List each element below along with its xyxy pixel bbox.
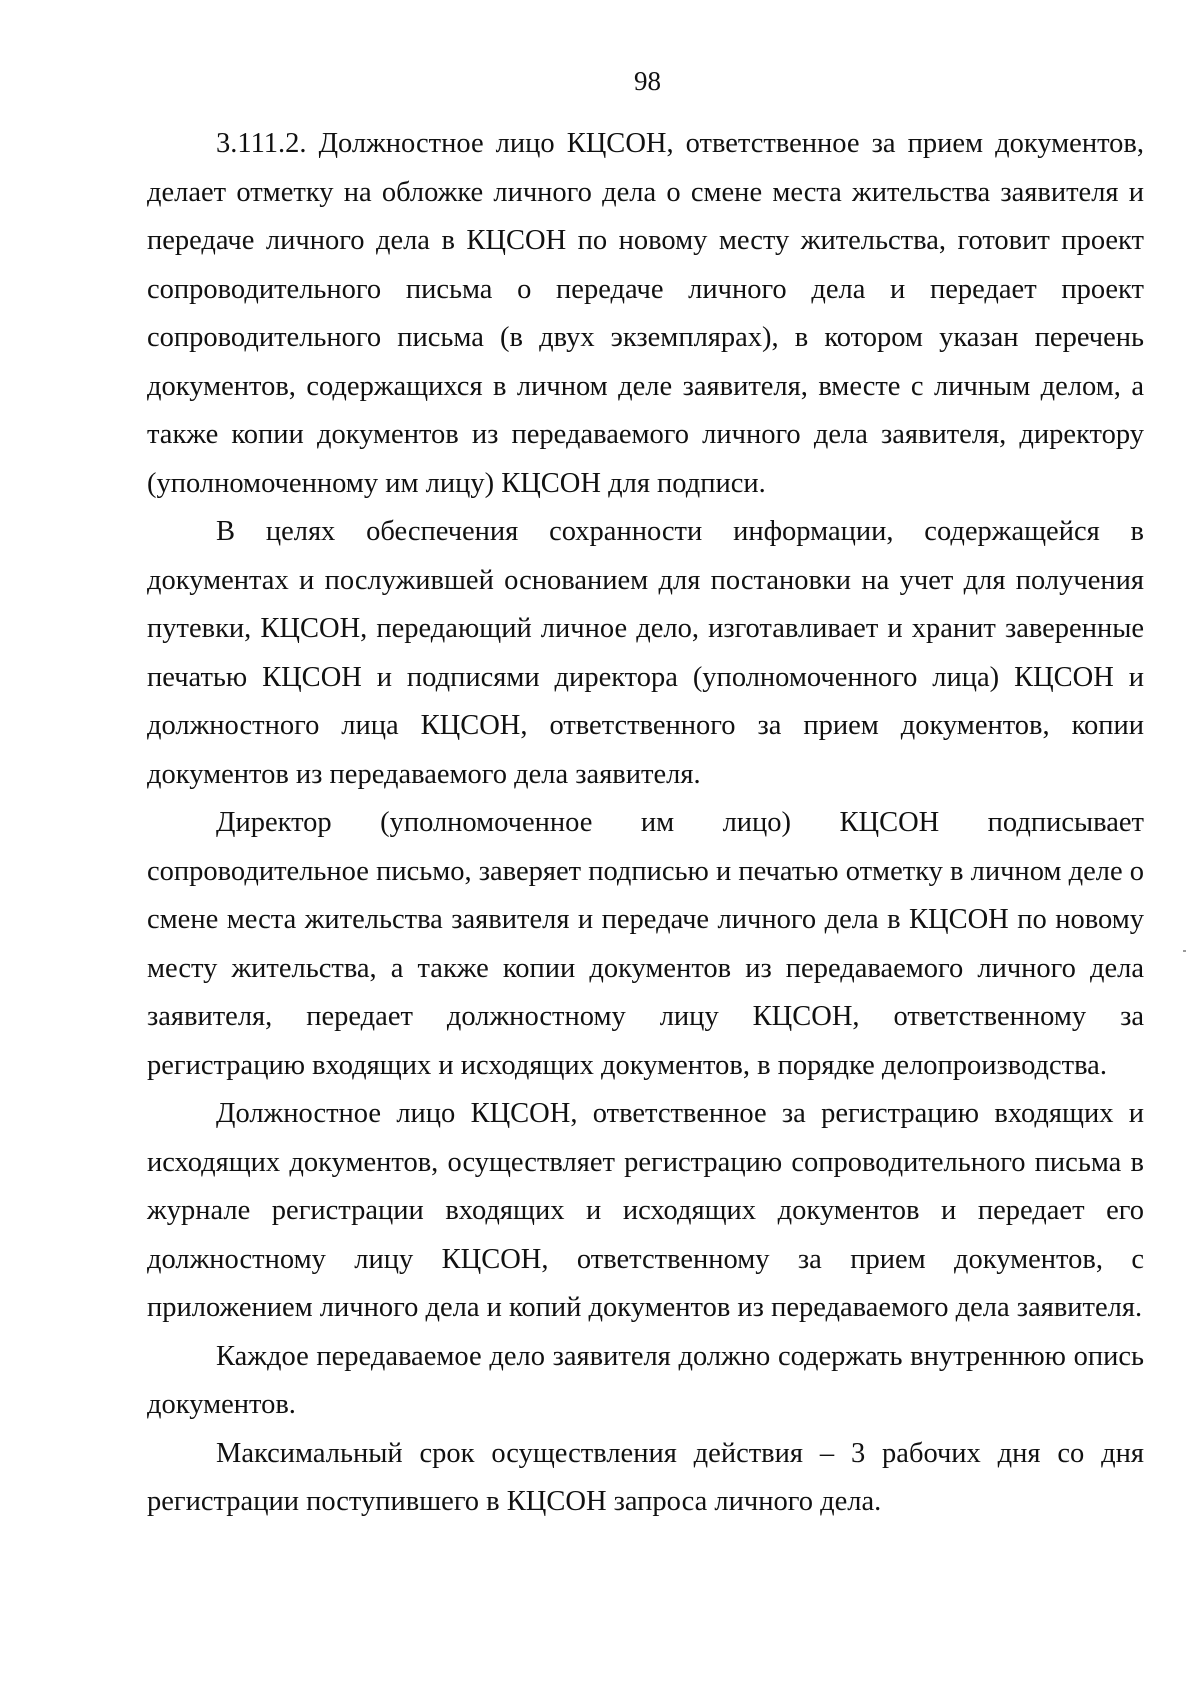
paragraph-director-signs: Директор (уполномоченное им лицо) КЦСОН подписывает сопроводительное письмо, заверяет подписью и печатью отметку в личном деле о смене места жительства заявителя и передаче личного дела в КЦСОН по новому месту жительства, а также копии документов из передаваемого личного дела заявителя, передает должностному лицу КЦСОН, ответственному за регистрацию входящих и исходящих документов, в порядке делопроизводства. xyxy=(147,807,1144,1081)
page-number: 98 xyxy=(634,66,661,96)
paragraph-3-111-2: 3.111.2. Должностное лицо КЦСОН, ответственное за прием документов, делает отметку на обложке личного дела о смене места жительства заявителя и передаче личного дела в КЦСОН по новому месту жительства, готовит проект сопроводительного письма о передаче личного дела и передает проект сопроводительного письма (в двух экземплярах), в котором указан перечень документов, содержащихся в личном деле заявителя, вместе с личным делом, а также копии документов из передаваемого личного дела заявителя, директору (уполномоченному им лицу) КЦСОН для подписи. xyxy=(147,128,1144,499)
paragraph-registration: Должностное лицо КЦСОН, ответственное за регистрацию входящих и исходящих документов, осуществляет регистрацию сопроводительного письма в журнале регистрации входящих и исходящих документов и передает его должностному лицу КЦСОН, ответственному за прием документов, с приложением личного дела и копий документов из передаваемого дела заявителя. xyxy=(147,1098,1144,1323)
paragraph-max-term: Максимальный срок осуществления действия – 3 рабочих дня со дня регистрации поступившего в КЦСОН запроса личного дела. xyxy=(147,1437,1144,1517)
paragraph-information-safety: В целях обеспечения сохранности информации, содержащейся в документах и послужившей основанием для постановки на учет для получения путевки, КЦСОН, передающий личное дело, изготавливает и хранит заверенные печатью КЦСОН и подписями директора (уполномоченного лица) КЦСОН и должностного лица КЦСОН, ответственного за прием документов, копии документов из передаваемого дела заявителя. xyxy=(147,516,1144,790)
scan-speck xyxy=(1183,950,1186,952)
paragraph-inventory: Каждое передаваемое дело заявителя должно содержать внутреннюю опись документов. xyxy=(147,1340,1144,1420)
document-body xyxy=(147,120,1144,1527)
